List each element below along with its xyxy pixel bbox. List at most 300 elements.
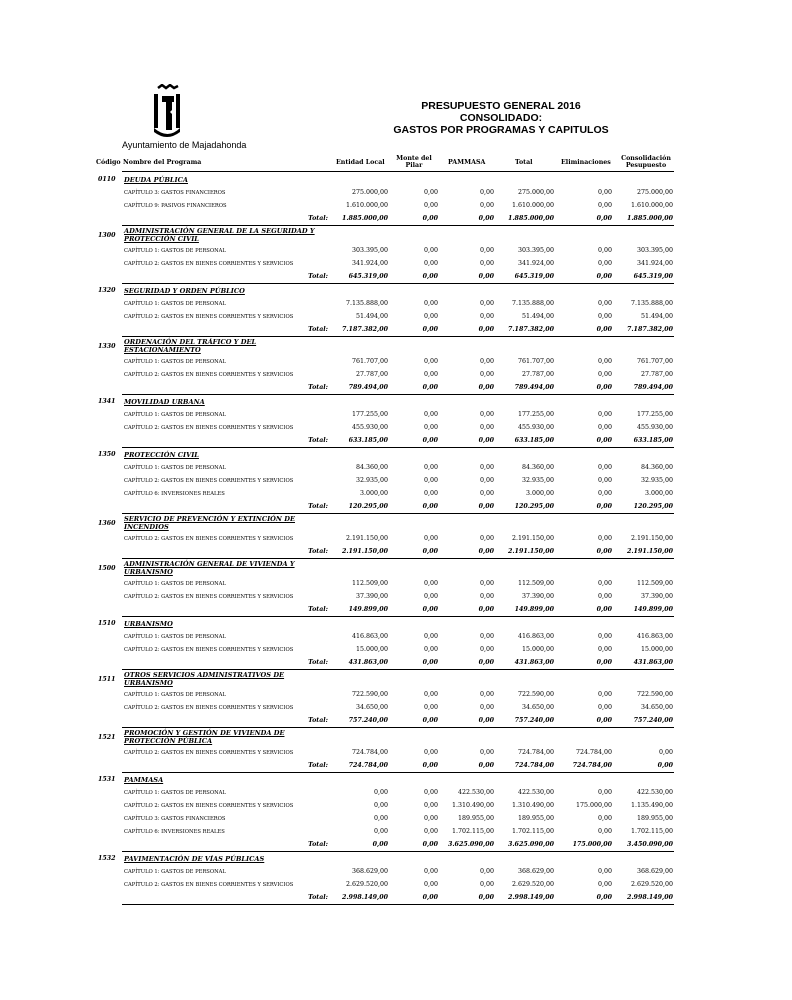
chapter-value: 0,00: [423, 749, 438, 756]
chapter-value: 0,00: [597, 371, 612, 378]
col-header-codigo: Código: [96, 159, 121, 166]
chapter-value: 7.135.888,00: [511, 300, 554, 307]
chapter-value: 416.863,00: [636, 633, 673, 640]
program-total-row: [122, 212, 674, 226]
chapter-row: [0, 421, 792, 434]
chapter-value: 0,00: [423, 691, 438, 698]
chapter-value: 0,00: [479, 464, 494, 471]
chapter-value: 32.935,00: [355, 477, 388, 484]
chapter-value: 0,00: [597, 828, 612, 835]
chapter-value: 0,00: [423, 247, 438, 254]
chapter-value: 1.610.000,00: [345, 202, 388, 209]
chapter-value: 0,00: [479, 247, 494, 254]
chapter-value: 0,00: [597, 535, 612, 542]
chapter-label: CAPÍTULO 6: INVERSIONES REALES: [124, 491, 225, 497]
chapter-row: [0, 244, 792, 257]
chapter-value: 1.610.000,00: [630, 202, 673, 209]
chapter-row: [0, 799, 792, 812]
col-header-line: Pesupuesto: [625, 162, 667, 169]
chapter-value: 1.310.490,00: [451, 802, 494, 809]
chapter-value: 0,00: [423, 313, 438, 320]
program-code: 1350: [98, 451, 116, 458]
chapter-value: 368.629,00: [351, 868, 388, 875]
chapter-row: [0, 199, 792, 212]
chapter-value: 761.707,00: [517, 358, 554, 365]
chapter-value: 3.000,00: [525, 490, 554, 497]
total-value: 3.625.090,00: [507, 841, 554, 848]
chapter-value: 0,00: [423, 490, 438, 497]
program-total-row: [122, 270, 674, 284]
total-value: 431.863,00: [514, 659, 554, 666]
chapter-value: 15.000,00: [521, 646, 554, 653]
chapter-value: 761.707,00: [636, 358, 673, 365]
chapter-value: 0,00: [423, 260, 438, 267]
chapter-label: CAPÍTULO 6: INVERSIONES REALES: [124, 829, 225, 835]
chapter-value: 0,00: [597, 358, 612, 365]
chapter-value: 0,00: [423, 704, 438, 711]
program-header-row: [0, 559, 792, 577]
chapter-value: 0,00: [597, 691, 612, 698]
chapter-value: 0,00: [479, 868, 494, 875]
total-value: 120.295,00: [514, 503, 554, 510]
chapter-value: 84.360,00: [355, 464, 388, 471]
chapter-value: 275.000,00: [636, 189, 673, 196]
col-header-consolidacion: [618, 155, 674, 169]
chapter-value: 455.930,00: [517, 424, 554, 431]
chapter-value: 0,00: [423, 646, 438, 653]
total-label: Total:: [308, 606, 328, 613]
total-value: 0,00: [422, 606, 438, 613]
chapter-value: 0,00: [597, 593, 612, 600]
document-title: [350, 100, 652, 136]
chapter-row: [0, 878, 792, 891]
total-value: 0,00: [596, 215, 612, 222]
chapter-label: CAPÍTULO 2: GASTOS EN BIENES CORRIENTES Y SERVICIOS: [124, 536, 294, 542]
program-code: 1300: [98, 232, 116, 239]
total-value: 175.000,00: [572, 841, 612, 848]
program-header-row: [0, 173, 792, 186]
chapter-row: [0, 865, 792, 878]
total-value: 0,00: [422, 659, 438, 666]
total-value: 0,00: [478, 384, 494, 391]
chapter-row: [0, 688, 792, 701]
program-header-row: [0, 337, 792, 355]
chapter-value: 51.494,00: [355, 313, 388, 320]
program-header-row: [0, 617, 792, 630]
program-total-row: [122, 434, 674, 448]
total-value: 789.494,00: [633, 384, 673, 391]
budget-table: [0, 173, 792, 905]
chapter-row: [0, 590, 792, 603]
chapter-value: 84.360,00: [521, 464, 554, 471]
chapter-value: 275.000,00: [351, 189, 388, 196]
chapter-label: CAPÍTULO 2: GASTOS EN BIENES CORRIENTES Y SERVICIOS: [124, 803, 294, 809]
chapter-row: [0, 461, 792, 474]
total-value: 789.494,00: [348, 384, 388, 391]
program-code: 1510: [98, 620, 116, 627]
chapter-value: 422.530,00: [517, 789, 554, 796]
chapter-value: 724.784,00: [517, 749, 554, 756]
chapter-value: 303.395,00: [636, 247, 673, 254]
chapter-value: 0,00: [658, 749, 673, 756]
col-header-pammasa: PAMMASA: [448, 159, 486, 166]
total-value: 2.998.149,00: [341, 894, 388, 901]
chapter-value: 0,00: [597, 260, 612, 267]
chapter-value: 0,00: [423, 189, 438, 196]
total-value: 1.885.000,00: [626, 215, 673, 222]
chapter-value: 0,00: [597, 490, 612, 497]
total-label: Total:: [308, 894, 328, 901]
chapter-value: 0,00: [597, 815, 612, 822]
total-value: 757.240,00: [633, 717, 673, 724]
chapter-value: 0,00: [373, 802, 388, 809]
chapter-value: 0,00: [423, 464, 438, 471]
total-value: 724.784,00: [348, 762, 388, 769]
chapter-label: CAPÍTULO 1: GASTOS DE PERSONAL: [124, 465, 226, 471]
chapter-row: [0, 310, 792, 323]
title-line: GASTOS POR PROGRAMAS Y CAPITULOS: [393, 124, 609, 136]
total-value: 724.784,00: [514, 762, 554, 769]
chapter-label: CAPÍTULO 1: GASTOS DE PERSONAL: [124, 790, 226, 796]
chapter-value: 0,00: [479, 300, 494, 307]
program-name: PAVIMENTACIÓN DE VÍAS PÚBLICAS: [124, 855, 265, 863]
chapter-label: CAPÍTULO 3: GASTOS FINANCIEROS: [124, 816, 226, 822]
chapter-value: 0,00: [479, 260, 494, 267]
total-value: 0,00: [422, 762, 438, 769]
total-value: 0,00: [422, 326, 438, 333]
chapter-value: 2.191.150,00: [345, 535, 388, 542]
chapter-value: 0,00: [479, 633, 494, 640]
chapter-value: 0,00: [597, 646, 612, 653]
chapter-label: CAPÍTULO 2: GASTOS EN BIENES CORRIENTES Y SERVICIOS: [124, 647, 294, 653]
total-value: 645.319,00: [633, 273, 673, 280]
chapter-label: CAPÍTULO 1: GASTOS DE PERSONAL: [124, 692, 226, 698]
program-total-row: [122, 714, 674, 728]
total-value: 0,00: [478, 437, 494, 444]
total-value: 2.191.150,00: [341, 548, 388, 555]
chapter-value: 0,00: [423, 580, 438, 587]
chapter-value: 3.000,00: [644, 490, 673, 497]
chapter-value: 7.135.888,00: [345, 300, 388, 307]
title-line: CONSOLIDADO:: [459, 112, 543, 124]
total-value: 149.899,00: [633, 606, 673, 613]
total-value: 7.187.382,00: [341, 326, 388, 333]
chapter-value: 0,00: [479, 477, 494, 484]
program-code: 0110: [98, 176, 116, 183]
total-value: 789.494,00: [514, 384, 554, 391]
total-value: 633.185,00: [633, 437, 673, 444]
chapter-label: CAPÍTULO 1: GASTOS DE PERSONAL: [124, 412, 226, 418]
chapter-value: 0,00: [423, 358, 438, 365]
chapter-value: 177.255,00: [636, 411, 673, 418]
total-value: 120.295,00: [348, 503, 388, 510]
total-value: 0,00: [596, 326, 612, 333]
chapter-label: CAPÍTULO 2: GASTOS EN BIENES CORRIENTES Y SERVICIOS: [124, 314, 294, 320]
program-code: 1500: [98, 565, 116, 572]
chapter-row: [0, 186, 792, 199]
program-header-row: [0, 284, 792, 297]
chapter-label: CAPÍTULO 2: GASTOS EN BIENES CORRIENTES Y SERVICIOS: [124, 882, 294, 888]
chapter-value: 0,00: [479, 646, 494, 653]
chapter-row: [0, 474, 792, 487]
chapter-label: CAPÍTULO 2: GASTOS EN BIENES CORRIENTES Y SERVICIOS: [124, 705, 294, 711]
program-name: DEUDA PÚBLICA: [124, 176, 188, 184]
chapter-value: 34.650,00: [521, 704, 554, 711]
chapter-value: 0,00: [479, 424, 494, 431]
chapter-value: 51.494,00: [640, 313, 673, 320]
program-total-row: [122, 500, 674, 514]
chapter-label: CAPÍTULO 9: PASIVOS FINANCIEROS: [124, 203, 227, 209]
total-value: 2.191.150,00: [626, 548, 673, 555]
chapter-label: CAPÍTULO 2: GASTOS EN BIENES CORRIENTES Y SERVICIOS: [124, 750, 294, 756]
program-header-row: [0, 226, 792, 244]
program-name: ADMINISTRACIÓN GENERAL DE LA SEGURIDAD Y PROTECCIÓN CIVIL: [124, 227, 315, 243]
program-code: 1521: [98, 734, 116, 741]
chapter-value: 0,00: [597, 189, 612, 196]
chapter-value: 0,00: [597, 633, 612, 640]
organization-name: Ayuntamiento de Majadahonda: [122, 140, 247, 150]
total-value: 7.187.382,00: [626, 326, 673, 333]
chapter-value: 341.924,00: [517, 260, 554, 267]
chapter-value: 0,00: [423, 424, 438, 431]
chapter-value: 15.000,00: [355, 646, 388, 653]
chapter-value: 368.629,00: [636, 868, 673, 875]
chapter-value: 34.650,00: [640, 704, 673, 711]
program-total-row: [122, 545, 674, 559]
chapter-value: 0,00: [479, 411, 494, 418]
col-header-line: Pilar: [405, 162, 423, 169]
program-name: SERVICIO DE PREVENCIÓN Y EXTINCIÓN DE INCENDIOS: [124, 515, 295, 531]
chapter-label: CAPÍTULO 3: GASTOS FINANCIEROS: [124, 190, 226, 196]
total-value: 645.319,00: [514, 273, 554, 280]
total-value: 149.899,00: [514, 606, 554, 613]
chapter-value: 0,00: [479, 490, 494, 497]
chapter-value: 722.590,00: [517, 691, 554, 698]
chapter-value: 15.000,00: [640, 646, 673, 653]
chapter-row: [0, 643, 792, 656]
header-rule: [122, 171, 674, 172]
chapter-value: 0,00: [423, 300, 438, 307]
chapter-value: 0,00: [373, 815, 388, 822]
chapter-value: 37.390,00: [355, 593, 388, 600]
chapter-value: 341.924,00: [351, 260, 388, 267]
chapter-value: 112.509,00: [351, 580, 388, 587]
program-code: 1531: [98, 776, 116, 783]
program-code: 1360: [98, 520, 116, 527]
total-value: 0,00: [596, 606, 612, 613]
chapter-row: [0, 746, 792, 759]
chapter-value: 175.000,00: [575, 802, 612, 809]
chapter-value: 177.255,00: [351, 411, 388, 418]
chapter-label: CAPÍTULO 1: GASTOS DE PERSONAL: [124, 248, 226, 254]
total-value: 149.899,00: [348, 606, 388, 613]
chapter-row: [0, 825, 792, 838]
chapter-value: 0,00: [479, 313, 494, 320]
program-header-row: [0, 773, 792, 786]
col-header-nombre: Nombre del Programa: [123, 159, 202, 166]
chapter-row: [0, 368, 792, 381]
chapter-value: 177.255,00: [517, 411, 554, 418]
chapter-value: 0,00: [597, 411, 612, 418]
chapter-value: 0,00: [479, 691, 494, 698]
chapter-value: 51.494,00: [521, 313, 554, 320]
chapter-value: 0,00: [423, 202, 438, 209]
chapter-value: 0,00: [597, 464, 612, 471]
chapter-value: 455.930,00: [636, 424, 673, 431]
chapter-label: CAPÍTULO 1: GASTOS DE PERSONAL: [124, 359, 226, 365]
total-label: Total:: [308, 503, 328, 510]
chapter-value: 0,00: [479, 202, 494, 209]
total-value: 3.450.090,00: [626, 841, 673, 848]
chapter-value: 0,00: [423, 633, 438, 640]
chapter-value: 0,00: [597, 424, 612, 431]
chapter-value: 303.395,00: [351, 247, 388, 254]
chapter-value: 422.530,00: [457, 789, 494, 796]
chapter-value: 1.702.115,00: [451, 828, 494, 835]
program-total-row: [122, 323, 674, 337]
total-value: 0,00: [596, 437, 612, 444]
title-line: PRESUPUESTO GENERAL 2016: [421, 100, 581, 112]
program-header-row: [0, 670, 792, 688]
chapter-value: 0,00: [597, 247, 612, 254]
chapter-row: [0, 786, 792, 799]
total-value: 0,00: [478, 273, 494, 280]
chapter-label: CAPÍTULO 1: GASTOS DE PERSONAL: [124, 581, 226, 587]
chapter-value: 275.000,00: [517, 189, 554, 196]
chapter-value: 0,00: [423, 815, 438, 822]
program-code: 1320: [98, 287, 116, 294]
chapter-value: 112.509,00: [636, 580, 673, 587]
col-header-monte: [396, 155, 432, 169]
chapter-value: 416.863,00: [351, 633, 388, 640]
total-value: 2.191.150,00: [507, 548, 554, 555]
program-total-row: [122, 381, 674, 395]
chapter-value: 0,00: [479, 704, 494, 711]
total-value: 0,00: [596, 548, 612, 555]
chapter-row: [0, 257, 792, 270]
chapter-value: 0,00: [479, 371, 494, 378]
chapter-row: [0, 630, 792, 643]
chapter-value: 0,00: [423, 411, 438, 418]
total-value: 0,00: [422, 503, 438, 510]
col-header-line: Monte del: [396, 155, 432, 162]
program-code: 1511: [98, 676, 116, 683]
chapter-value: 27.787,00: [521, 371, 554, 378]
total-label: Total:: [308, 437, 328, 444]
chapter-value: 724.784,00: [351, 749, 388, 756]
total-value: 7.187.382,00: [507, 326, 554, 333]
chapter-value: 0,00: [423, 593, 438, 600]
total-value: 0,00: [422, 894, 438, 901]
total-value: 431.863,00: [633, 659, 673, 666]
total-value: 0,00: [478, 548, 494, 555]
program-header-row: [0, 514, 792, 532]
total-value: 0,00: [478, 326, 494, 333]
total-value: 0,00: [478, 717, 494, 724]
program-name: PROTECCIÓN CIVIL: [124, 451, 199, 459]
chapter-value: 189.955,00: [636, 815, 673, 822]
total-value: 0,00: [422, 437, 438, 444]
program-total-row: [122, 656, 674, 670]
total-value: 724.784,00: [572, 762, 612, 769]
program-name: PAMMASA: [124, 776, 164, 784]
chapter-value: 1.702.115,00: [511, 828, 554, 835]
total-value: 0,00: [596, 503, 612, 510]
total-value: 2.998.149,00: [626, 894, 673, 901]
program-header-row: [0, 448, 792, 461]
program-name: PROMOCIÓN Y GESTIÓN DE VIVIENDA DE PROTECCIÓN PÚBLICA: [124, 729, 285, 745]
chapter-label: CAPÍTULO 1: GASTOS DE PERSONAL: [124, 301, 226, 307]
chapter-value: 0,00: [479, 580, 494, 587]
total-value: 0,00: [422, 273, 438, 280]
chapter-value: 0,00: [479, 749, 494, 756]
chapter-value: 724.784,00: [575, 749, 612, 756]
col-header-eliminaciones: Eliminaciones: [561, 159, 611, 166]
total-value: 1.885.000,00: [507, 215, 554, 222]
chapter-label: CAPÍTULO 1: GASTOS DE PERSONAL: [124, 634, 226, 640]
chapter-value: 0,00: [479, 189, 494, 196]
col-header-line: Consolidación: [621, 155, 671, 162]
total-value: 633.185,00: [514, 437, 554, 444]
chapter-value: 84.360,00: [640, 464, 673, 471]
chapter-value: 2.629.520,00: [630, 881, 673, 888]
chapter-value: 2.629.520,00: [511, 881, 554, 888]
chapter-value: 0,00: [597, 202, 612, 209]
chapter-value: 0,00: [423, 477, 438, 484]
total-value: 633.185,00: [348, 437, 388, 444]
total-value: 120.295,00: [633, 503, 673, 510]
total-value: 0,00: [596, 273, 612, 280]
chapter-value: 1.702.115,00: [630, 828, 673, 835]
program-name: MOVILIDAD URBANA: [124, 398, 205, 406]
total-value: 0,00: [422, 841, 438, 848]
program-name: ADMINISTRACIÓN GENERAL DE VIVIENDA Y URBANISMO: [124, 560, 295, 576]
total-value: 431.863,00: [348, 659, 388, 666]
total-value: 0,00: [422, 384, 438, 391]
program-code: 1341: [98, 398, 116, 405]
total-value: 0,00: [596, 659, 612, 666]
chapter-value: 0,00: [423, 802, 438, 809]
chapter-value: 722.590,00: [636, 691, 673, 698]
program-code: 1330: [98, 343, 116, 350]
total-label: Total:: [308, 762, 328, 769]
chapter-value: 0,00: [423, 868, 438, 875]
chapter-value: 0,00: [373, 828, 388, 835]
total-value: 0,00: [478, 762, 494, 769]
chapter-value: 189.955,00: [457, 815, 494, 822]
total-label: Total:: [308, 659, 328, 666]
chapter-value: 3.000,00: [359, 490, 388, 497]
program-header-row: [0, 728, 792, 746]
chapter-value: 37.390,00: [640, 593, 673, 600]
program-code: 1532: [98, 855, 116, 862]
program-total-row: [122, 759, 674, 773]
chapter-label: CAPÍTULO 2: GASTOS EN BIENES CORRIENTES Y SERVICIOS: [124, 261, 294, 267]
chapter-row: [0, 297, 792, 310]
chapter-value: 1.135.490,00: [630, 802, 673, 809]
total-label: Total:: [308, 215, 328, 222]
chapter-label: CAPÍTULO 1: GASTOS DE PERSONAL: [124, 869, 226, 875]
total-value: 0,00: [422, 548, 438, 555]
program-name: SEGURIDAD Y ORDEN PÚBLICO: [124, 287, 245, 295]
chapter-value: 0,00: [423, 535, 438, 542]
chapter-value: 32.935,00: [640, 477, 673, 484]
total-label: Total:: [308, 717, 328, 724]
chapter-value: 0,00: [479, 593, 494, 600]
chapter-row: [0, 532, 792, 545]
total-value: 0,00: [372, 841, 388, 848]
chapter-value: 0,00: [479, 535, 494, 542]
